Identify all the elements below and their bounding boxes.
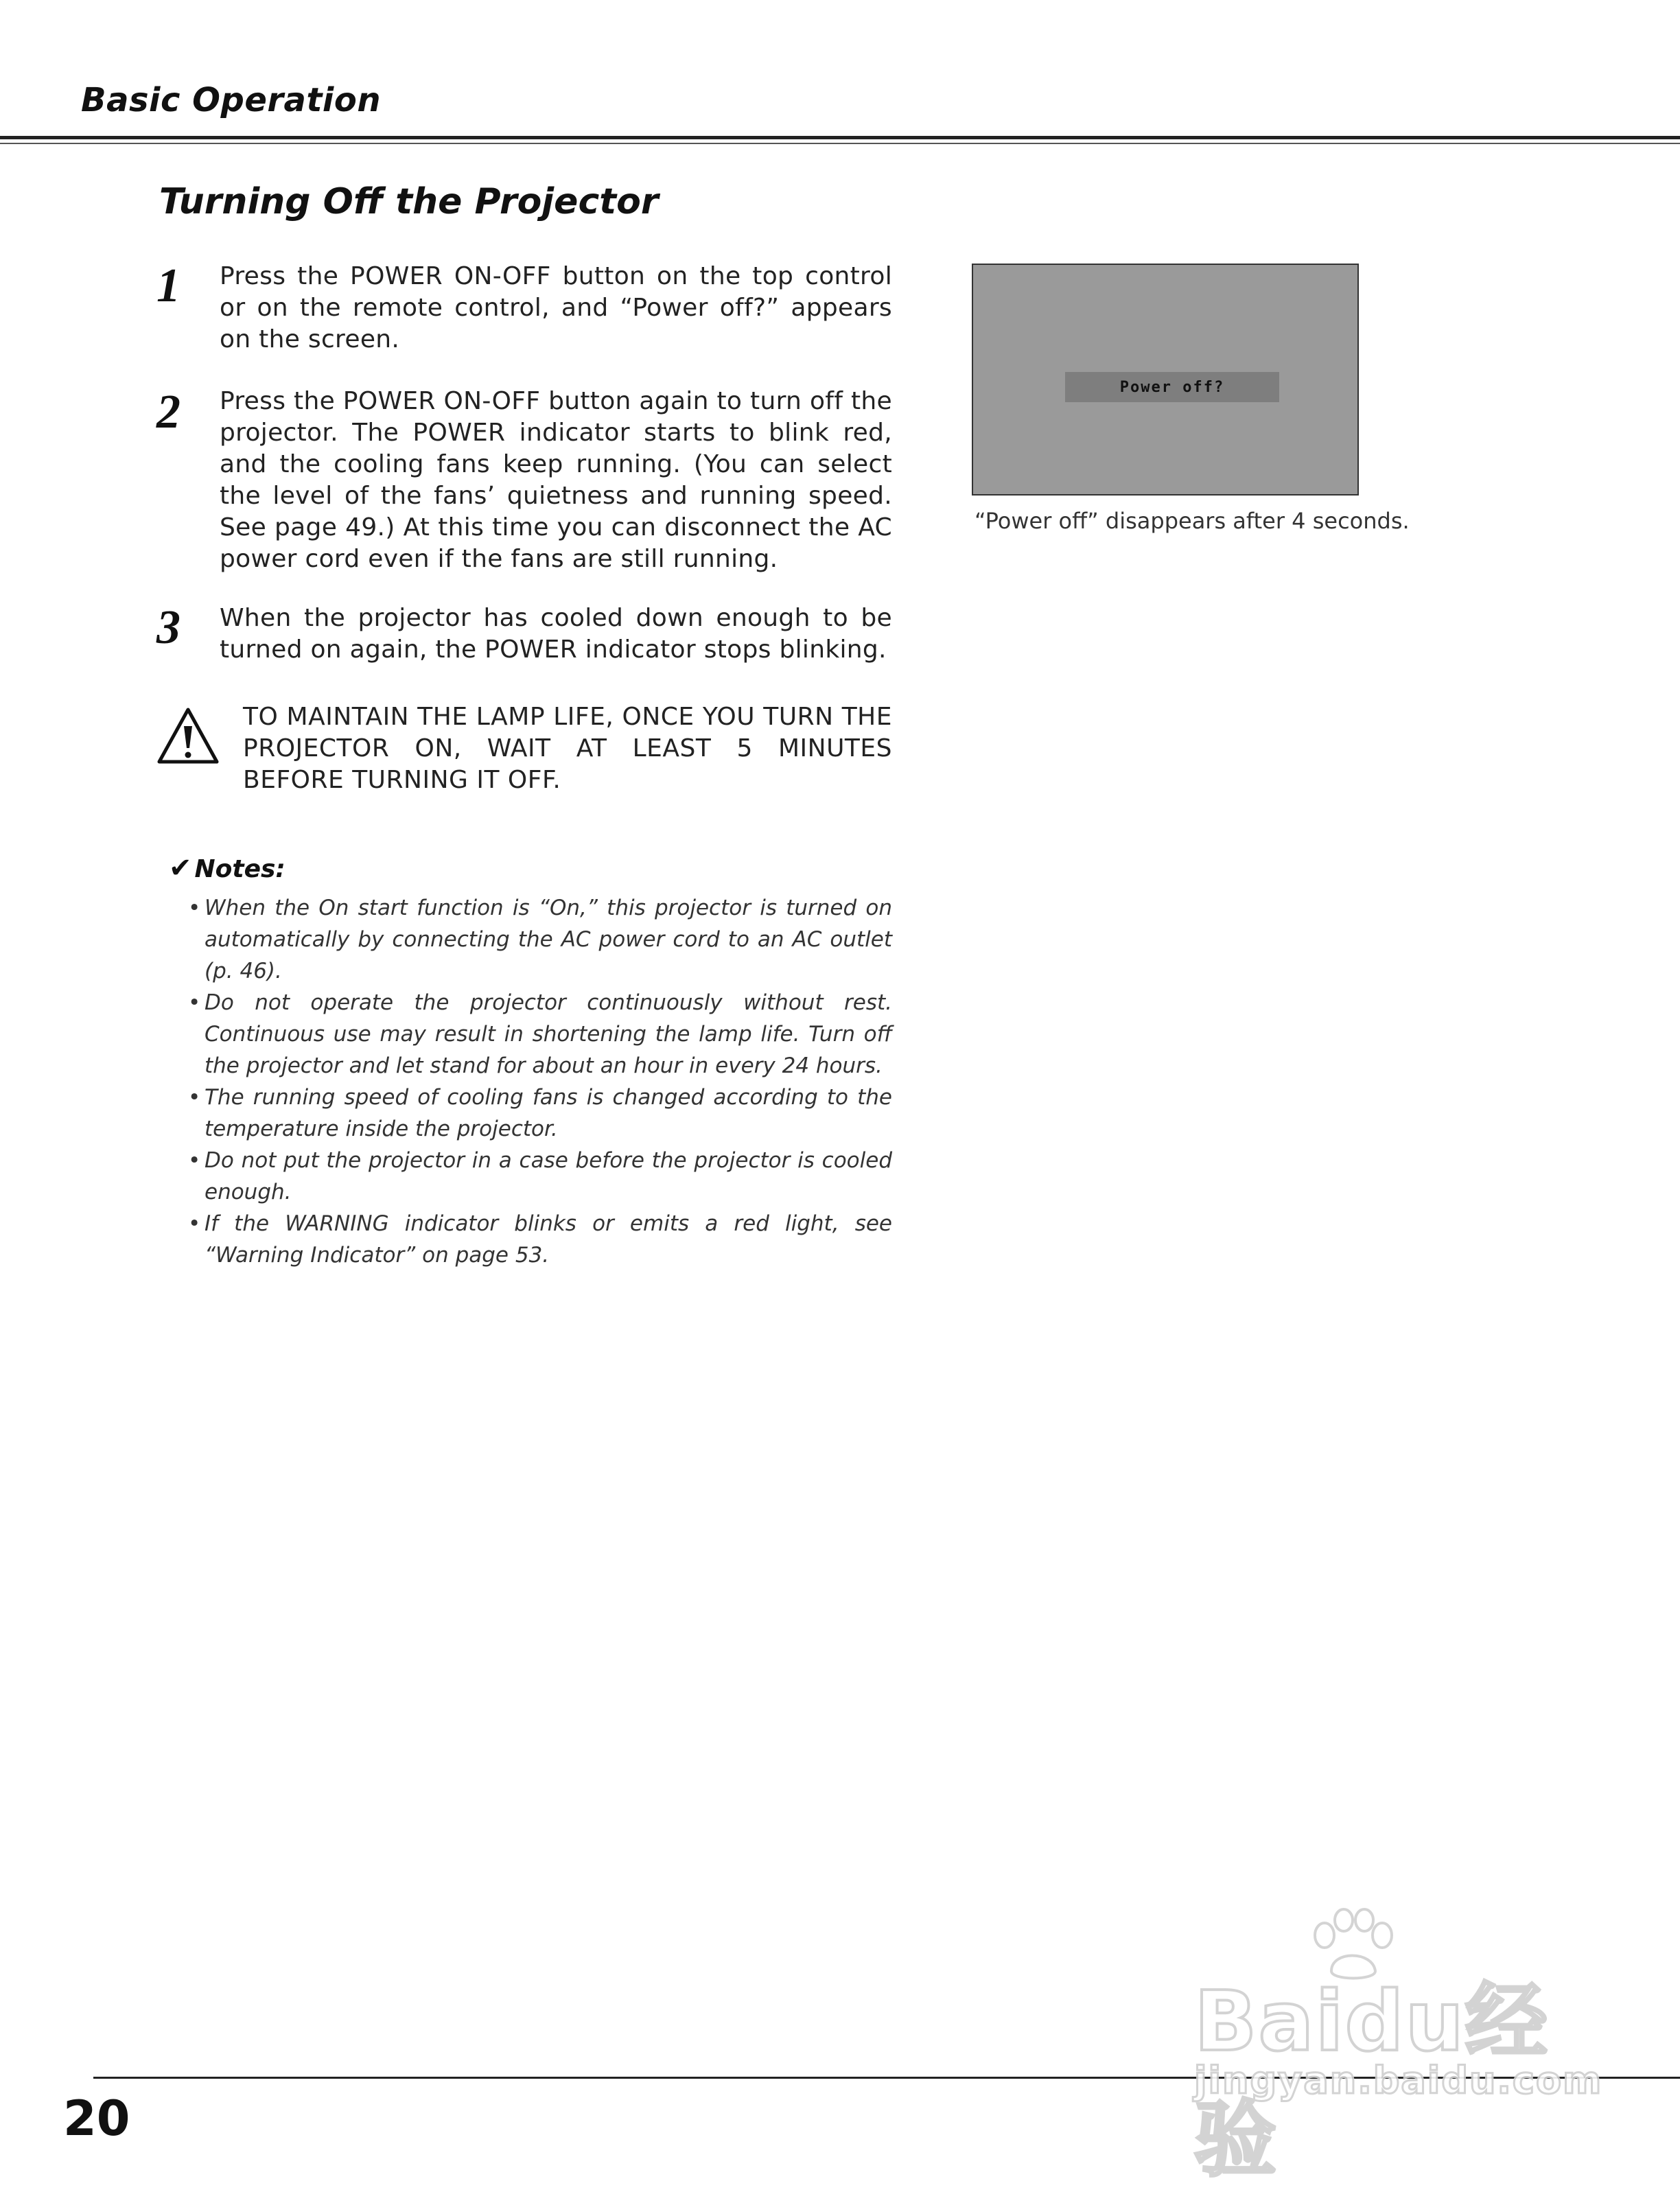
baidu-watermark [1167, 1908, 1606, 2188]
header-rule [0, 136, 1680, 139]
bullet-icon: • [188, 1085, 201, 1110]
page-title: Turning Off the Projector [159, 181, 659, 222]
step-3-text: When the projector has cooled down enough to be turned on again, the POWER indicator stops blinking. [220, 604, 892, 664]
note-item [188, 1145, 892, 1208]
power-off-osd: Power off? [1065, 372, 1279, 402]
note-text: Do not put the projector in a case before the projector is cooled enough. [205, 1148, 892, 1204]
note-text: The running speed of cooling fans is changed according to the temperature inside the projector. [205, 1085, 892, 1141]
notes-heading-label: Notes: [194, 855, 285, 883]
note-item [188, 892, 892, 987]
bullet-icon: • [188, 896, 201, 920]
caution-text: TO MAINTAIN THE LAMP LIFE, ONCE YOU TURN THE PROJECTOR ON, WAIT AT LEAST 5 MINUTES BEFORE TURNING IT OFF. [243, 703, 892, 794]
notes-list [188, 892, 892, 1271]
checkmark-icon: ✔ [169, 852, 192, 884]
step-2-text: Press the POWER ON-OFF button again to turn off the projector. The POWER indicator starts to blink red, and the cooling fans keep running. (You can select the level of the fans’ quietness and running speed. See page 49.) At this time you can disconnect the AC power cord even if the fans are still running. [220, 387, 892, 573]
note-text: When the On start function is “On,” this projector is turned on automatically by connecting the AC power cord to an AC outlet (p. 46). [205, 896, 892, 983]
figure-caption: “Power off” disappears after 4 seconds. [975, 508, 1410, 534]
notes-heading [169, 852, 285, 884]
section-header: Basic Operation [81, 81, 381, 119]
step-3-number: 3 [156, 601, 180, 654]
note-text: If the WARNING indicator blinks or emits a red light, see “Warning Indicator” on page 53. [205, 1211, 892, 1268]
step-2-number: 2 [156, 386, 180, 439]
page-number: 20 [63, 2090, 130, 2147]
header-rule-thin [0, 143, 1680, 144]
note-item [188, 987, 892, 1082]
note-text: Do not operate the projector continuously without rest. Continuous use may result in shortening the lamp life. Turn off the projector and let stand for about an hour in every 24 hours. [205, 990, 892, 1078]
bullet-icon: • [188, 1211, 201, 1236]
watermark-text: Baidu经验 [1194, 1974, 1549, 2188]
note-item [188, 1208, 892, 1271]
watermark-url: jingyan.baidu.com [1194, 2059, 1603, 2102]
step-1-number: 1 [156, 259, 180, 312]
bullet-icon: • [188, 990, 201, 1015]
bullet-icon: • [188, 1148, 201, 1173]
note-item [188, 1082, 892, 1145]
step-1-text: Press the POWER ON-OFF button on the top control or on the remote control, and “Power off?” appears on the screen. [220, 262, 892, 353]
caution-icon [156, 707, 220, 765]
